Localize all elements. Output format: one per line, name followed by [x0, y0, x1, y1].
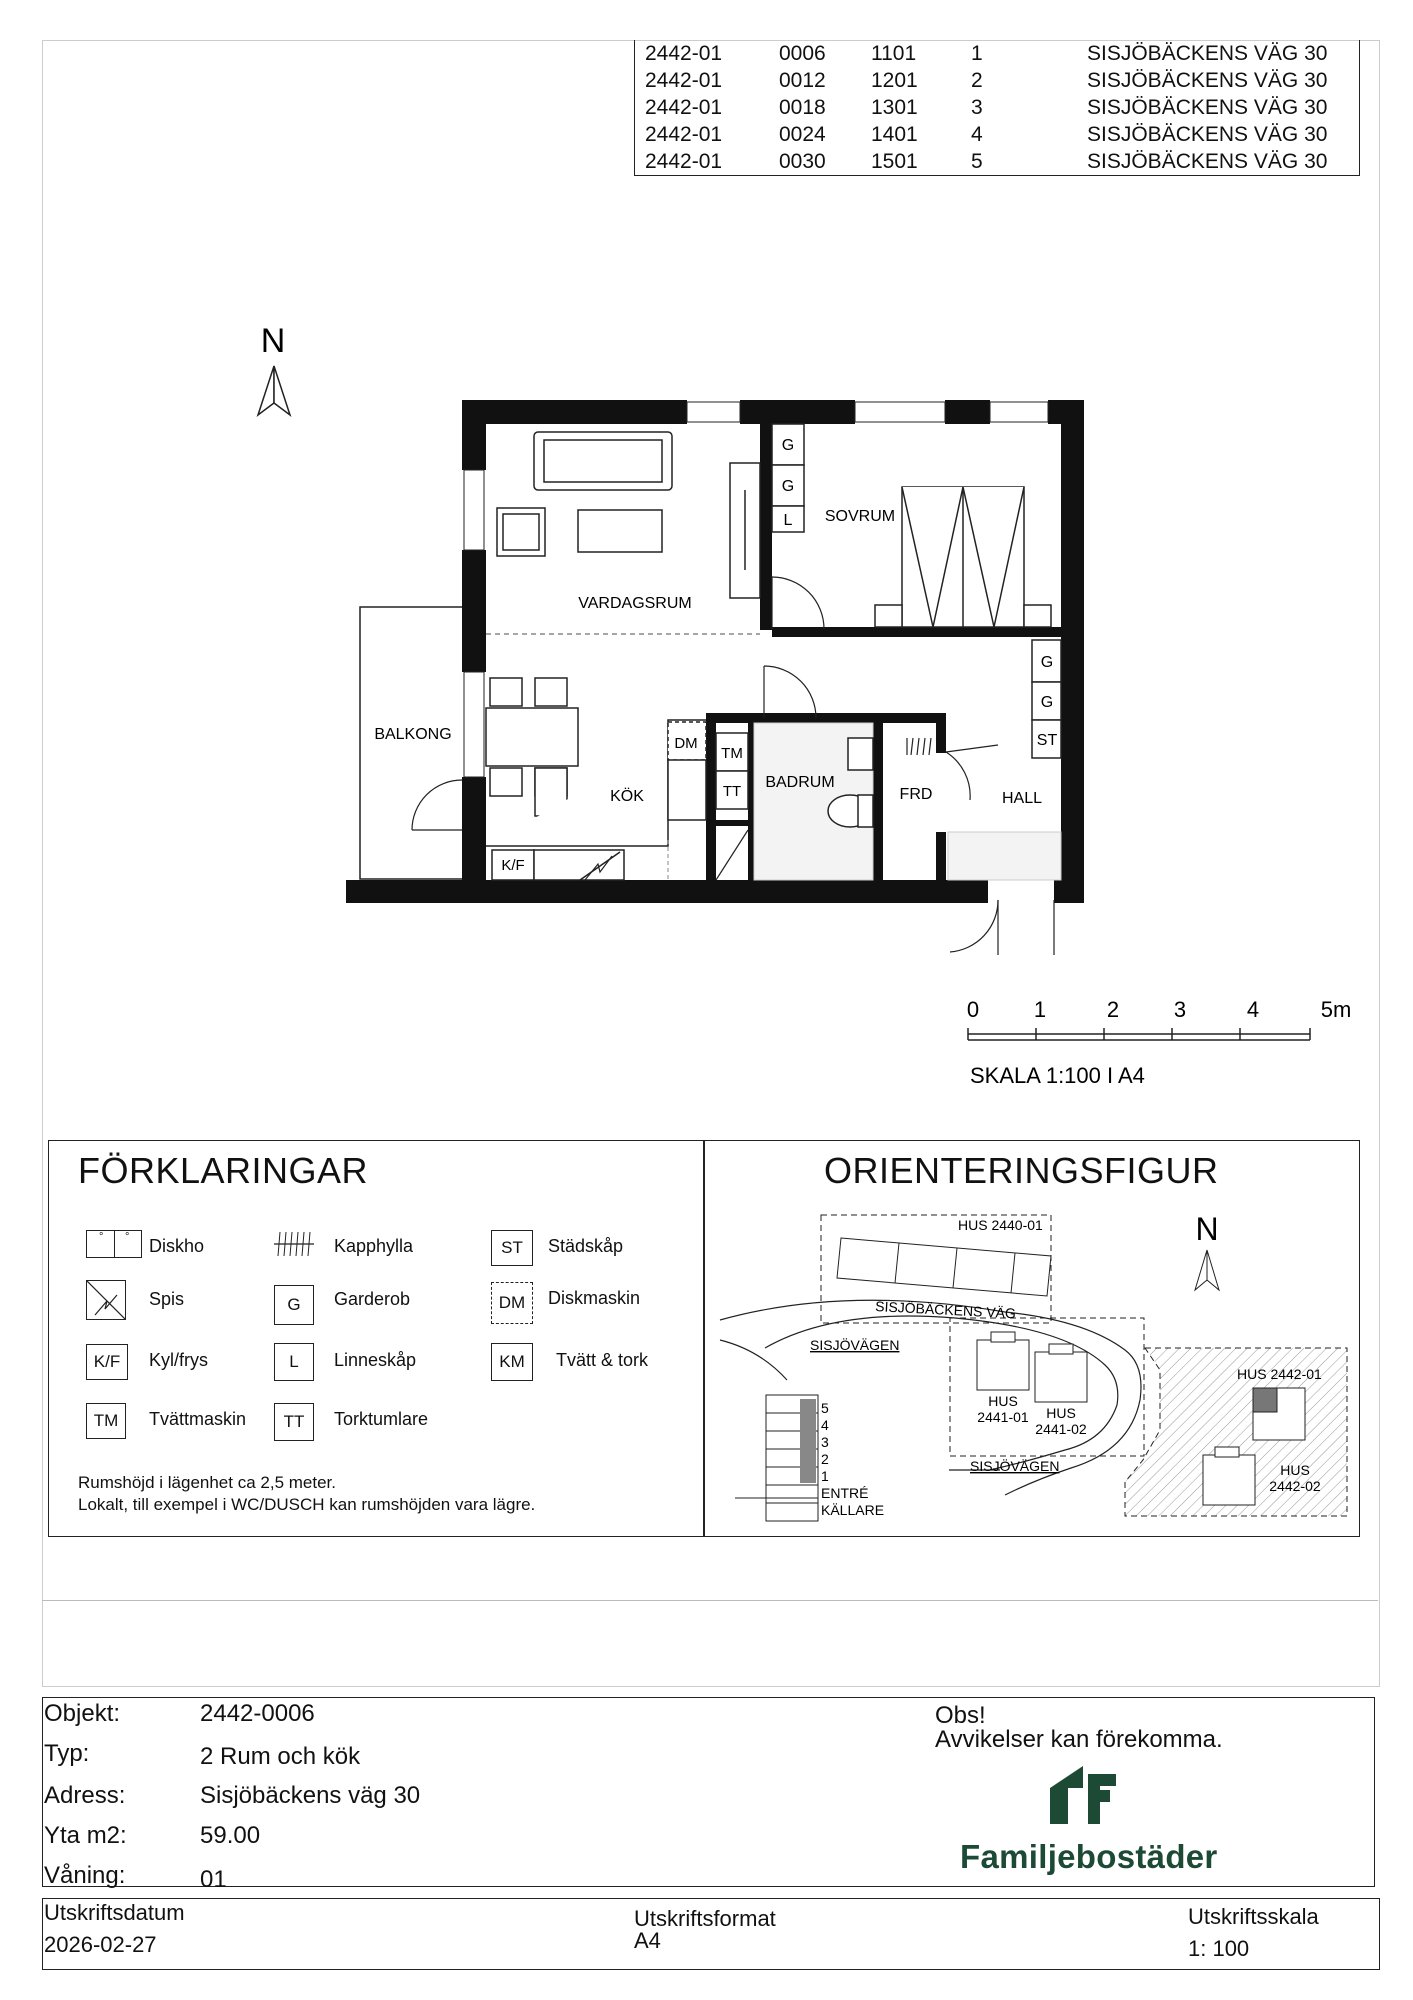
room-label-bedroom: SOVRUM: [824, 508, 896, 525]
typ-label: Typ:: [44, 1740, 90, 1767]
orientation-title: ORIENTERINGSFIGUR: [824, 1150, 1219, 1191]
sink-icon: ° °: [86, 1230, 142, 1258]
north-label: N: [260, 322, 286, 360]
legend-label: Diskmaskin: [548, 1288, 641, 1308]
map-label: HUS: [988, 1393, 1018, 1409]
table-cell: SISJÖBÄCKENS VÄG 30: [1087, 42, 1328, 65]
building-2440-footprint: [837, 1238, 1051, 1296]
floor-stack: [735, 1395, 818, 1521]
scale-label: SKALA 1:100 I A4: [970, 1063, 1145, 1088]
note-line: Lokalt, till exempel i WC/DUSCH kan rumshöjden vara lägre.: [78, 1495, 536, 1514]
objekt-value: 2442-0006: [200, 1700, 315, 1727]
door-swing: [772, 577, 824, 629]
obs-label: Obs!: [935, 1702, 986, 1729]
table-cell: 1101: [871, 42, 917, 65]
map-label: SISJÖVÄGEN: [970, 1458, 1060, 1474]
scale-tick: 0: [966, 997, 980, 1022]
dining-table: [486, 678, 578, 816]
legend-label: Kyl/frys: [149, 1350, 209, 1370]
orientation-map: [705, 1200, 1358, 1535]
wardrobe-symbol: G: [274, 1285, 314, 1325]
cleaning-closet-tag: ST: [1036, 732, 1058, 749]
washer-tag: TM: [721, 745, 743, 762]
scale-tick: 5m: [1320, 997, 1352, 1022]
vaning-value: 01: [200, 1866, 227, 1893]
basement-label: KÄLLARE: [821, 1502, 885, 1518]
dishwasher-tag: DM: [674, 735, 698, 752]
wardrobe-tag: G: [781, 437, 795, 454]
legend-label: Tvättmaskin: [149, 1409, 247, 1429]
sheet-divider: [42, 1600, 1378, 1601]
entrance-label: ENTRÉ: [821, 1485, 869, 1501]
table-cell: 1501: [871, 150, 918, 173]
table-cell: 2: [971, 69, 983, 92]
legend-label: Spis: [149, 1289, 185, 1309]
floor-number: 5: [821, 1400, 829, 1416]
room-label-living: VARDAGSRUM: [578, 595, 692, 612]
scale-tick: 1: [1033, 997, 1047, 1022]
door-swing: [764, 666, 816, 718]
table-cell: SISJÖBÄCKENS VÄG 30: [1087, 123, 1328, 146]
scale-tick: 3: [1173, 997, 1187, 1022]
print-scale-label: Utskriftsskala: [1188, 1904, 1319, 1929]
map-label: 2441-01: [977, 1409, 1029, 1425]
brand-name: Familjebostäder: [960, 1838, 1218, 1875]
table-cell: SISJÖBÄCKENS VÄG 30: [1087, 69, 1328, 92]
table-cell: 0018: [779, 96, 826, 119]
door-swing: [946, 752, 970, 800]
map-label: SISJÖBÄCKENS VÄG: [874, 1298, 1017, 1322]
bed: [875, 487, 1051, 627]
floor-number: 3: [821, 1434, 829, 1450]
print-scale-value: 1: 100: [1188, 1936, 1250, 1961]
table-cell: 0006: [779, 42, 826, 65]
table-cell: 1301: [871, 96, 918, 119]
table-cell: 2442-01: [645, 96, 723, 119]
table-cell: 0024: [779, 123, 826, 146]
coat-rack: [907, 738, 931, 755]
floor-number: 1: [821, 1468, 829, 1484]
print-date-value: 2026-02-27: [44, 1932, 157, 1957]
map-label: HUS 2442-01: [1237, 1366, 1322, 1382]
building-2442-01: [1253, 1388, 1305, 1440]
building-2441-02: [1035, 1344, 1087, 1402]
yta-value: 59.00: [200, 1822, 261, 1849]
room-label-frd: FRD: [899, 786, 933, 803]
door-swing: [950, 900, 998, 952]
legend-title: FÖRKLARINGAR: [78, 1150, 369, 1191]
print-format-label: Utskriftsformat: [634, 1906, 776, 1931]
map-label: SISJÖVÄGEN: [810, 1337, 900, 1353]
door-swing: [412, 780, 462, 830]
living-furniture: [497, 432, 760, 598]
dryer-tag: TT: [722, 783, 742, 800]
orientation-north-label: N: [1195, 1211, 1219, 1247]
washer-dryer-symbol: KM: [491, 1343, 533, 1381]
table-cell: SISJÖBÄCKENS VÄG 30: [1087, 96, 1328, 119]
adress-value: Sisjöbäckens väg 30: [200, 1782, 421, 1809]
floor-number: 2: [821, 1451, 829, 1467]
room-label-bathroom: BADRUM: [765, 774, 835, 791]
room-label-hall: HALL: [1001, 790, 1043, 807]
scale-tick: 4: [1246, 997, 1260, 1022]
legend-label: Garderob: [334, 1289, 411, 1309]
note-line: Rumshöjd i lägenhet ca 2,5 meter.: [78, 1473, 336, 1492]
linen-tag: L: [783, 512, 793, 529]
building-2442-02: [1203, 1447, 1255, 1505]
wardrobe-tag: G: [1040, 694, 1054, 711]
table-cell: 2442-01: [645, 150, 723, 173]
room-label-balcony: BALKONG: [374, 726, 452, 743]
cleaning-closet-symbol: ST: [491, 1230, 533, 1266]
vaning-label: Våning:: [44, 1862, 126, 1889]
table-cell: 1201: [871, 69, 918, 92]
table-cell: 2442-01: [645, 69, 723, 92]
objekt-label: Objekt:: [44, 1700, 121, 1727]
legend-label: Tvätt & tork: [556, 1350, 649, 1370]
fridge-tag: K/F: [501, 857, 525, 874]
entrance-mat: [948, 832, 1061, 880]
legend-label: Linneskåp: [334, 1350, 417, 1370]
table-cell: 2442-01: [645, 42, 723, 65]
brand-logo-icon: [1050, 1766, 1116, 1826]
washer-symbol: TM: [86, 1403, 126, 1439]
table-cell: 0030: [779, 150, 826, 173]
linen-symbol: L: [274, 1343, 314, 1381]
map-label: HUS: [1046, 1405, 1076, 1421]
north-arrow-icon: [1195, 1250, 1219, 1290]
wardrobe-tag: G: [1040, 654, 1054, 671]
adress-label: Adress:: [44, 1782, 126, 1809]
coat-rack-icon: [274, 1232, 314, 1256]
legend-label: Diskho: [149, 1236, 205, 1256]
stove-icon: [86, 1280, 126, 1320]
map-label: 2442-02: [1269, 1478, 1321, 1494]
balcony-outline: [360, 607, 466, 879]
floor-number: 4: [821, 1417, 829, 1433]
table-cell: 2442-01: [645, 123, 723, 146]
table-cell: 3: [971, 96, 983, 119]
print-format-value: A4: [634, 1928, 661, 1953]
room-label-kitchen: KÖK: [610, 788, 644, 805]
table-cell: SISJÖBÄCKENS VÄG 30: [1087, 150, 1328, 173]
typ-value: 2 Rum och kök: [200, 1743, 361, 1770]
fridge-symbol: K/F: [86, 1344, 128, 1380]
table-cell: 0012: [779, 69, 826, 92]
dryer-symbol: TT: [274, 1403, 314, 1441]
print-date-label: Utskriftsdatum: [44, 1900, 185, 1925]
table-cell: 4: [971, 123, 983, 146]
table-cell: 1401: [871, 123, 918, 146]
dishwasher-symbol: DM: [491, 1282, 533, 1324]
obs-text: Avvikelser kan förekomma.: [935, 1726, 1223, 1753]
yta-label: Yta m2:: [44, 1822, 127, 1849]
wardrobe-tag: G: [781, 478, 795, 495]
scale-bar: [968, 1028, 1310, 1040]
table-cell: 1: [971, 42, 983, 65]
legend-label: Städskåp: [548, 1236, 624, 1256]
building-2441-01: [977, 1332, 1029, 1390]
scale-tick: 2: [1106, 997, 1120, 1022]
legend-label: Kapphylla: [334, 1236, 414, 1256]
north-arrow-icon: [258, 366, 290, 415]
legend-label: Torktumlare: [334, 1409, 429, 1429]
table-cell: 5: [971, 150, 983, 173]
map-label: HUS: [1280, 1462, 1310, 1478]
map-label: 2441-02: [1035, 1421, 1087, 1437]
map-label: HUS 2440-01: [958, 1217, 1043, 1233]
